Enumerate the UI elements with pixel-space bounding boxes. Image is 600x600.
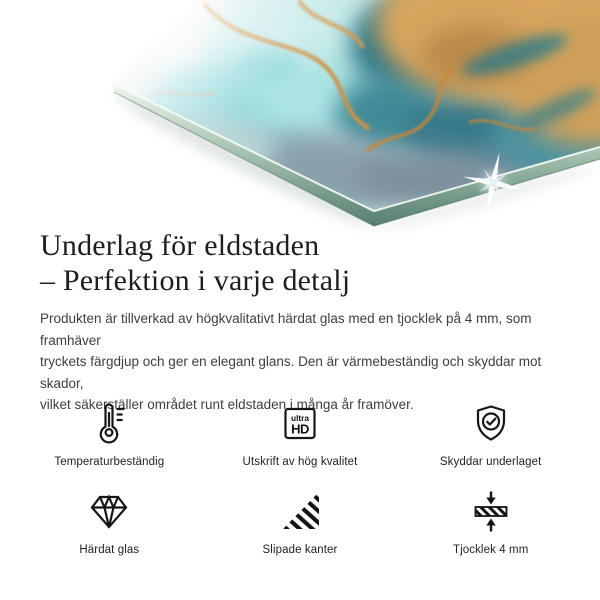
ultra-text: ultra: [290, 413, 309, 423]
description-line: vilket säkerställer området runt eldstaden i många år framöver.: [40, 397, 414, 413]
hd-text: HD: [291, 421, 309, 437]
page-title: [40, 228, 350, 298]
feature-protects: [395, 401, 586, 468]
product-description: [40, 308, 580, 416]
feature-temperature: [14, 401, 205, 468]
feature-label: Härdat glas: [79, 544, 140, 556]
feature-print-quality: [205, 401, 396, 468]
feature-label: Temperaturbeständig: [54, 456, 165, 468]
feature-thickness: [395, 489, 586, 556]
feature-label: Tjocklek 4 mm: [452, 544, 529, 556]
feature-label: Skyddar underlaget: [439, 456, 542, 468]
feature-label: Slipade kanter: [262, 544, 338, 556]
ultra-hd-icon: [278, 401, 322, 446]
shield-check-icon: [469, 401, 513, 446]
beveled-edges-icon: [278, 489, 322, 534]
description-line: tryckets färgdjup och ger en elegant glans. Den är värmebeständig och skyddar mot skador,: [40, 354, 542, 391]
glass-panel-artwork: [0, 0, 600, 240]
feature-tempered-glass: [14, 489, 205, 556]
diamond-icon: [87, 489, 131, 534]
heading-line-2: – Perfektion i varje detalj: [40, 264, 351, 297]
thermometer-icon: [87, 401, 131, 446]
thickness-icon: [469, 489, 513, 534]
feature-label: Utskrift av hög kvalitet: [242, 456, 358, 468]
description-line: Produkten är tillverkad av högkvalitativt härdat glas med en tjocklek på 4 mm, som framhäver: [40, 311, 532, 348]
feature-polished-edges: [205, 489, 396, 556]
heading-line-1: Underlag för eldstaden: [40, 229, 320, 262]
feature-grid: [14, 401, 586, 556]
product-hero-image: [0, 0, 600, 240]
